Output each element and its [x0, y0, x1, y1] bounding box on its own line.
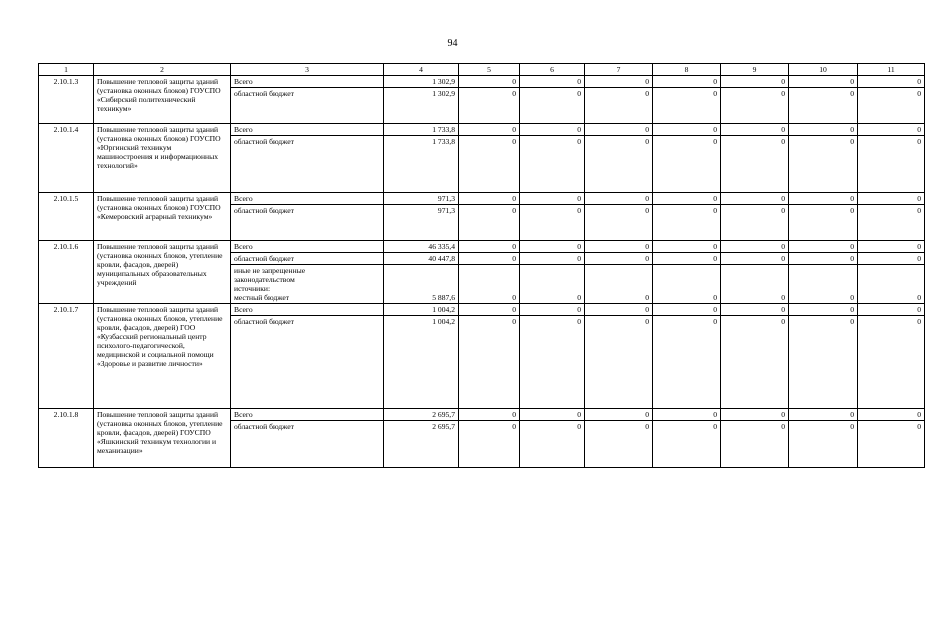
- value-cell: 0: [585, 76, 653, 88]
- funding-source-line: законодательством: [234, 275, 295, 284]
- value-cell: 0: [721, 136, 789, 193]
- page-number: 94: [447, 38, 458, 49]
- row-code: 2.10.1.8: [39, 409, 94, 468]
- value-cell: 0: [858, 265, 925, 304]
- value-cell: 46 335,4: [384, 241, 459, 253]
- value-cell: 1 302,9: [384, 76, 459, 88]
- value-cell: 0: [789, 316, 858, 409]
- funding-source-line: источники:: [234, 284, 271, 293]
- value-cell: 0: [520, 316, 585, 409]
- table-row: [39, 304, 925, 316]
- funding-source: областной бюджет: [231, 205, 384, 241]
- value-cell: 0: [585, 253, 653, 265]
- value-cell: 0: [520, 265, 585, 304]
- table-row: [39, 409, 925, 421]
- value-cell: 0: [858, 316, 925, 409]
- value-cell: 0: [789, 253, 858, 265]
- value-cell: 0: [858, 253, 925, 265]
- funding-source: Всего: [231, 241, 384, 253]
- value-cell: 0: [520, 76, 585, 88]
- value-cell: 0: [789, 88, 858, 124]
- value-cell: 0: [585, 205, 653, 241]
- value-cell: 0: [789, 193, 858, 205]
- value-cell: 0: [858, 76, 925, 88]
- value-cell: 0: [520, 409, 585, 421]
- value-cell: 0: [653, 193, 721, 205]
- funding-source-line: местный бюджет: [234, 293, 290, 302]
- value-cell: 0: [520, 241, 585, 253]
- value-cell: 0: [520, 421, 585, 468]
- funding-source: [231, 265, 384, 304]
- value-cell: 1 733,8: [384, 124, 459, 136]
- table-row: [39, 193, 925, 205]
- funding-source: областной бюджет: [231, 136, 384, 193]
- value-cell: 5 887,6: [384, 265, 459, 304]
- value-cell: 0: [858, 409, 925, 421]
- value-cell: 0: [721, 193, 789, 205]
- value-cell: 0: [653, 421, 721, 468]
- row-name: Повышение тепловой защиты зданий (установка оконных блоков) ГОУСПО «Кемеровский аграрный техникум»: [94, 193, 231, 241]
- value-cell: 0: [721, 124, 789, 136]
- funding-source: Всего: [231, 304, 384, 316]
- row-code: 2.10.1.5: [39, 193, 94, 241]
- column-header: 8: [653, 64, 721, 76]
- value-cell: 0: [459, 136, 520, 193]
- value-cell: 0: [653, 124, 721, 136]
- row-name: Повышение тепловой защиты зданий (установка оконных блоков) ГОУСПО «Сибирский политехнический техникум»: [94, 76, 231, 124]
- value-cell: 0: [858, 421, 925, 468]
- value-cell: 0: [721, 265, 789, 304]
- value-cell: 0: [585, 88, 653, 124]
- column-header: 5: [459, 64, 520, 76]
- value-cell: 0: [721, 304, 789, 316]
- column-header: 11: [858, 64, 925, 76]
- row-code: 2.10.1.3: [39, 76, 94, 124]
- value-cell: 0: [459, 124, 520, 136]
- value-cell: 0: [789, 265, 858, 304]
- header-row: [39, 64, 925, 76]
- value-cell: 0: [459, 253, 520, 265]
- column-header: 6: [520, 64, 585, 76]
- value-cell: 0: [520, 136, 585, 193]
- value-cell: 0: [789, 124, 858, 136]
- value-cell: 0: [721, 88, 789, 124]
- value-cell: 0: [459, 421, 520, 468]
- table-row: [39, 241, 925, 253]
- row-name: Повышение тепловой защиты зданий (установка оконных блоков, утепление кровли, фасадов, дверей) ГОУСПО «Яшкинский техникум технологии и механизации»: [94, 409, 231, 468]
- value-cell: 0: [459, 76, 520, 88]
- value-cell: 971,3: [384, 193, 459, 205]
- funding-source-line: иные не запрещенные: [234, 266, 306, 275]
- value-cell: 0: [858, 193, 925, 205]
- value-cell: 0: [585, 409, 653, 421]
- value-cell: 1 004,2: [384, 316, 459, 409]
- value-cell: 0: [459, 205, 520, 241]
- value-cell: 0: [653, 304, 721, 316]
- table-row: [39, 76, 925, 88]
- value-cell: 0: [459, 316, 520, 409]
- funding-source: областной бюджет: [231, 253, 384, 265]
- funding-source: областной бюджет: [231, 316, 384, 409]
- row-code: 2.10.1.6: [39, 241, 94, 304]
- row-name: Повышение тепловой защиты зданий (установка оконных блоков) ГОУСПО «Юргинский техникум машиностроения и информационных технологий»: [94, 124, 231, 193]
- value-cell: 0: [789, 409, 858, 421]
- value-cell: 0: [858, 241, 925, 253]
- value-cell: 0: [721, 253, 789, 265]
- value-cell: 0: [459, 88, 520, 124]
- value-cell: 0: [789, 421, 858, 468]
- value-cell: 0: [789, 241, 858, 253]
- value-cell: 0: [858, 205, 925, 241]
- value-cell: 0: [721, 409, 789, 421]
- value-cell: 0: [520, 253, 585, 265]
- column-header: 9: [721, 64, 789, 76]
- value-cell: 0: [653, 316, 721, 409]
- row-code: 2.10.1.7: [39, 304, 94, 409]
- value-cell: 0: [520, 193, 585, 205]
- value-cell: 0: [721, 241, 789, 253]
- value-cell: 0: [585, 316, 653, 409]
- row-name: Повышение тепловой защиты зданий (установка оконных блоков, утепление кровли, фасадов, дверей) муниципальных образовательных учреждений: [94, 241, 231, 304]
- value-cell: 0: [585, 265, 653, 304]
- value-cell: 0: [520, 304, 585, 316]
- value-cell: 1 302,9: [384, 88, 459, 124]
- value-cell: 0: [520, 205, 585, 241]
- value-cell: 0: [721, 76, 789, 88]
- column-header: 10: [789, 64, 858, 76]
- value-cell: 0: [585, 124, 653, 136]
- program-table: [38, 63, 925, 468]
- value-cell: 2 695,7: [384, 421, 459, 468]
- value-cell: 0: [653, 136, 721, 193]
- column-header: 1: [39, 64, 94, 76]
- value-cell: 0: [459, 304, 520, 316]
- value-cell: 0: [653, 241, 721, 253]
- row-name: Повышение тепловой защиты зданий (установка оконных блоков, утепление кровли, фасадов, дверей) ГОО «Кузбасский региональный центр психолого-педагогической, медицинской и социальной помощи «Здоровье и развитие личности»: [94, 304, 231, 409]
- value-cell: 0: [520, 124, 585, 136]
- funding-source: Всего: [231, 409, 384, 421]
- row-code: 2.10.1.4: [39, 124, 94, 193]
- value-cell: 0: [653, 76, 721, 88]
- value-cell: 0: [858, 124, 925, 136]
- value-cell: 0: [653, 409, 721, 421]
- value-cell: 0: [520, 88, 585, 124]
- value-cell: 0: [585, 241, 653, 253]
- value-cell: 0: [858, 304, 925, 316]
- value-cell: 0: [789, 76, 858, 88]
- value-cell: 0: [459, 193, 520, 205]
- value-cell: 0: [459, 265, 520, 304]
- value-cell: 0: [653, 253, 721, 265]
- value-cell: 1 004,2: [384, 304, 459, 316]
- value-cell: 0: [721, 205, 789, 241]
- value-cell: 0: [653, 265, 721, 304]
- column-header: 2: [94, 64, 231, 76]
- funding-source: областной бюджет: [231, 421, 384, 468]
- value-cell: 0: [721, 421, 789, 468]
- table-row: [39, 124, 925, 136]
- value-cell: 0: [858, 136, 925, 193]
- value-cell: 0: [459, 241, 520, 253]
- value-cell: 0: [459, 409, 520, 421]
- value-cell: 0: [585, 421, 653, 468]
- value-cell: 0: [858, 88, 925, 124]
- value-cell: 971,3: [384, 205, 459, 241]
- value-cell: 0: [789, 205, 858, 241]
- column-header: 4: [384, 64, 459, 76]
- funding-source: областной бюджет: [231, 88, 384, 124]
- value-cell: 0: [585, 193, 653, 205]
- value-cell: 0: [585, 136, 653, 193]
- value-cell: 0: [721, 316, 789, 409]
- value-cell: 1 733,8: [384, 136, 459, 193]
- value-cell: 40 447,8: [384, 253, 459, 265]
- value-cell: 0: [585, 304, 653, 316]
- value-cell: 0: [653, 205, 721, 241]
- funding-source: Всего: [231, 124, 384, 136]
- funding-source: Всего: [231, 76, 384, 88]
- funding-source: Всего: [231, 193, 384, 205]
- value-cell: 0: [789, 304, 858, 316]
- column-header: 7: [585, 64, 653, 76]
- value-cell: 2 695,7: [384, 409, 459, 421]
- value-cell: 0: [789, 136, 858, 193]
- value-cell: 0: [653, 88, 721, 124]
- column-header: 3: [231, 64, 384, 76]
